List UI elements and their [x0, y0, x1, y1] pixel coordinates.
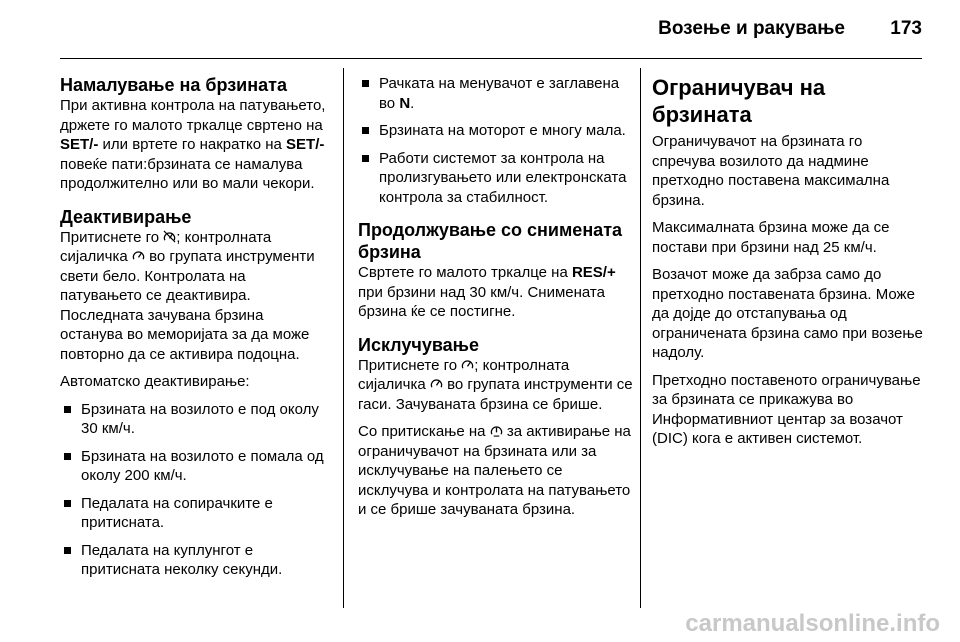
paragraph: [60, 96, 330, 194]
set-label: SET/-: [286, 136, 325, 153]
paragraph: [358, 422, 634, 520]
text: При активна контрола на патувањето, држете го малото тркалце свртено на: [60, 97, 326, 134]
text: Притиснете го: [60, 228, 164, 246]
column-3: [652, 74, 924, 457]
cruise-control-icon: [430, 377, 443, 390]
list-item: [358, 74, 634, 113]
column-2: [358, 74, 634, 532]
section-resume-speed: [358, 219, 634, 322]
list-item: Брзината на возилото е помала од околу 200 км/ч.: [60, 447, 330, 486]
paragraph: [60, 228, 330, 365]
section-title: Исклучување: [358, 334, 480, 355]
watermark: carmanualsonline.info: [685, 610, 940, 637]
text: Свртете го малото тркалце на: [358, 264, 572, 281]
text: во групата инструменти свети бело. Контролата на патувањето се деактивира. Последната зачувана брзина останува во меморијата за да може повторно да се активира подоцна.: [60, 248, 315, 363]
column-1: [60, 74, 330, 592]
set-label: SET/-: [60, 136, 99, 153]
section-switch-off: [358, 334, 634, 520]
paragraph: Ограничувачот на брзината го спречува возилото да надмине претходно поставена максимална брзина.: [652, 133, 890, 209]
paragraph: Возачот може да забрза само до претходно поставената брзина. Може да дојде до отстапувања од ограничената брзина само при возење надолу.: [652, 266, 923, 361]
gear-n-label: N: [399, 94, 411, 112]
list-item: Работи системот за контрола на пролизгувањето или електронската контрола за стабилност.: [358, 149, 634, 208]
chapter-title: Возење и ракување: [658, 18, 845, 39]
text: при брзини над 30 км/ч. Снимената брзина ќе се постигне.: [358, 283, 605, 320]
list-item: Педалата на куплунгот е притисната неколку секунди.: [60, 541, 330, 580]
paragraph: [358, 356, 634, 415]
column-divider-2: [640, 68, 641, 608]
bullet-list: [60, 400, 330, 580]
section-title: Продолжување со снимената брзина: [358, 220, 623, 262]
section-deactivation: [60, 206, 330, 580]
header-divider: [60, 58, 922, 59]
cruise-control-icon: [461, 358, 474, 371]
text: повеќе пати:брзината се намалува продолжително или во мали чекори.: [60, 155, 315, 192]
paragraph: Претходно поставеното ограничување за брзината се прикажува во Информативниот центар за возачот (DIC) кога е активен системот.: [652, 371, 921, 447]
section-title: Намалување на брзината: [60, 75, 287, 95]
list-item: Брзината на моторот е многу мала.: [358, 121, 634, 141]
res-label: RES/+: [571, 264, 616, 281]
section-title: Ограничувач на брзината: [652, 75, 826, 127]
bullet-list: [358, 74, 634, 207]
paragraph: Автоматско деактивирање:: [60, 373, 250, 390]
text: ; контролната сијаличка: [60, 228, 272, 265]
section-title: Деактивирање: [60, 206, 192, 227]
page-number: 173: [890, 18, 922, 39]
paragraph: [358, 263, 634, 322]
speed-limiter-icon: [490, 424, 503, 437]
list-item: Педалата на сопирачките е притисната.: [60, 494, 330, 533]
list-item: Брзината на возилото е под околу 30 км/ч.: [60, 400, 330, 439]
text: Рачката на менувачот е заглавена во: [379, 75, 620, 112]
paragraph: Максималната брзина може да се постави при брзини над 25 км/ч.: [652, 219, 890, 256]
page-header: [0, 0, 960, 62]
column-divider-1: [343, 68, 344, 608]
text: ; контролната сијаличка: [358, 356, 570, 393]
section-speed-decrease: [60, 74, 330, 194]
cruise-control-off-icon: [163, 230, 176, 243]
text: во групата инструменти се гаси. Зачуваната брзина се брише.: [358, 376, 633, 413]
cruise-control-icon: [132, 249, 145, 262]
text: Со притискање на: [358, 423, 490, 440]
text: .: [410, 94, 415, 112]
text: Притиснете го: [358, 356, 462, 374]
text: или вртете го накратко на: [98, 136, 287, 153]
text: за активирање на ограничувачот на брзината или за исклучување на палењето се исклучува и контролата на патувањето и се брише зачуваната брзина.: [358, 423, 631, 518]
